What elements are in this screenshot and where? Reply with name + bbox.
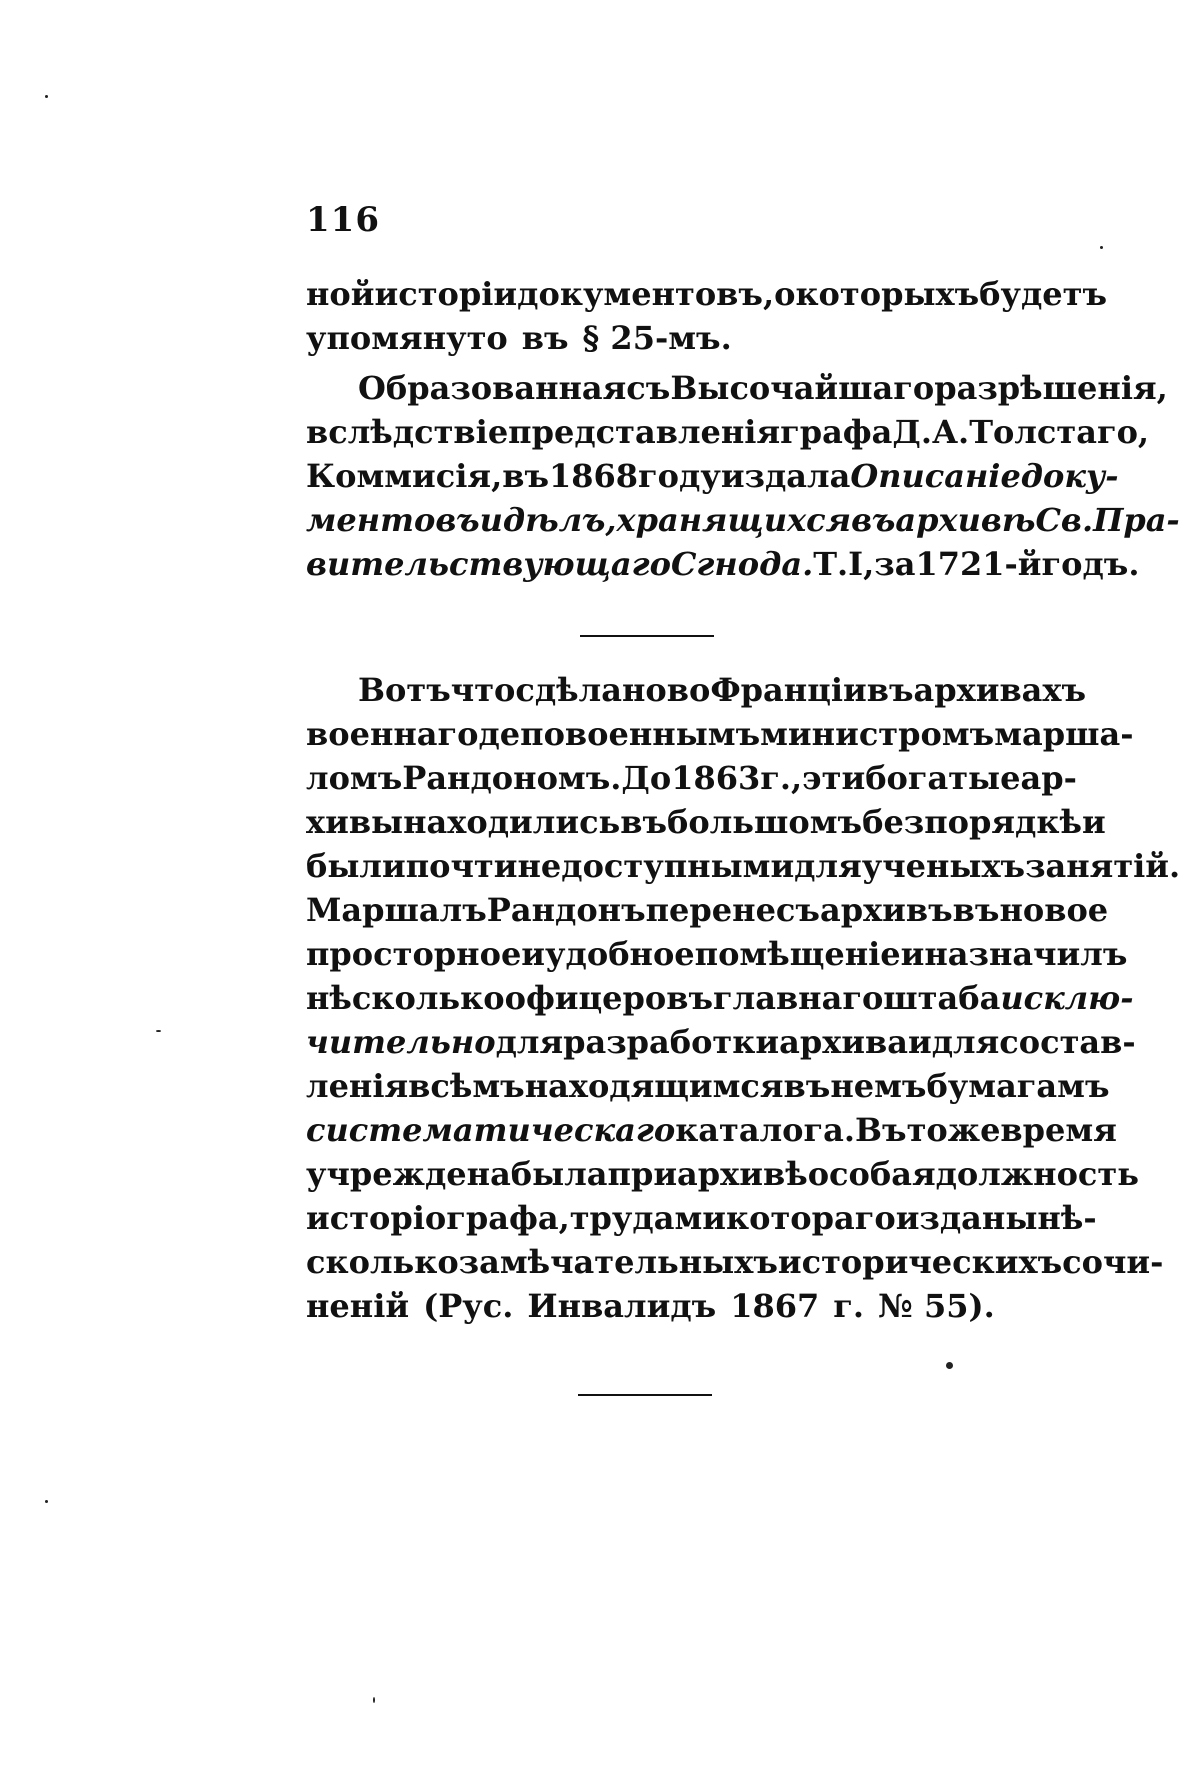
word: назначилъ (924, 935, 1128, 973)
word: каталога. (675, 1111, 855, 1149)
word: Высочайшаго (670, 369, 935, 407)
word: Д. (892, 413, 932, 451)
word: недоступными (517, 847, 795, 885)
text-line (306, 410, 1150, 454)
word: удобное (545, 935, 695, 973)
word: состав- (999, 1023, 1136, 1061)
word: исторіографа, (306, 1199, 570, 1237)
word: Рандономъ. (402, 759, 622, 797)
page-number: 116 (306, 200, 380, 240)
word: время (1000, 1111, 1117, 1149)
word: г. (833, 1287, 865, 1325)
word: главнаго (713, 979, 884, 1017)
word: котораго (726, 1199, 896, 1237)
word-italic: Описаніе (850, 457, 1021, 495)
word: что (450, 671, 516, 709)
word: нѣсколько (306, 979, 505, 1017)
word-italic: въ (851, 501, 896, 539)
word: которыхъ (795, 275, 980, 313)
word: ломъ (306, 759, 403, 797)
word: разрѣшенія, (934, 369, 1168, 407)
word: ар- (1020, 759, 1077, 797)
text-line (306, 498, 1180, 542)
word: всѣмъ (408, 1067, 525, 1105)
word: въ (783, 1067, 831, 1105)
word: документовъ, (517, 275, 775, 313)
text-line (306, 1284, 995, 1328)
word: въ (521, 319, 569, 357)
word-italic: хранящихся (616, 501, 852, 539)
word: для (495, 1023, 564, 1061)
word: военнымъ (564, 715, 761, 753)
word: то (906, 1111, 948, 1149)
word: Рандонъ (486, 891, 646, 929)
word: въ (502, 457, 549, 495)
word: учреждена (306, 1155, 511, 1193)
word: историческихъ (777, 1243, 1063, 1281)
word: должность (935, 1155, 1139, 1193)
word: бумагамъ (926, 1067, 1110, 1105)
word-italic: архивѣ (895, 501, 1036, 539)
word: депо (478, 715, 565, 753)
word: Толстаго, (969, 413, 1150, 451)
word: архивъ (819, 891, 953, 929)
word: Образованная (358, 369, 627, 407)
word: году (638, 457, 721, 495)
word: Франціи (710, 671, 867, 709)
section-divider (580, 635, 714, 637)
word: Въ (854, 1111, 907, 1149)
word: и (907, 1023, 932, 1061)
word: издала (720, 457, 851, 495)
word-italic: доку- (1020, 457, 1119, 495)
word: во (666, 671, 711, 709)
word: просторное (306, 935, 522, 973)
word: графа (780, 413, 893, 451)
word: занятій. (1025, 847, 1180, 885)
text-line (306, 712, 1134, 756)
word: были (306, 847, 406, 885)
word: съ (626, 369, 671, 407)
word: же (947, 1111, 1001, 1149)
word: перенесъ (645, 891, 820, 929)
word: сочи- (1062, 1243, 1164, 1281)
word: 1863 (671, 759, 761, 797)
paragraph-3 (306, 668, 1180, 1328)
speck (45, 95, 48, 98)
word: разработки (563, 1023, 780, 1061)
word: безпорядкѣ (862, 803, 1082, 841)
word: Маршалъ (306, 891, 487, 929)
word: помѣщеніе (694, 935, 901, 973)
word: офицеровъ (504, 979, 714, 1017)
word: при (607, 1155, 678, 1193)
word: въ (952, 891, 1000, 929)
word: штаба (883, 979, 1001, 1017)
word-italic: систематическаго (306, 1111, 676, 1149)
word-italic: ментовъ (306, 501, 480, 539)
word-italic: дѣлъ, (502, 501, 617, 539)
word: 1868 (548, 457, 639, 495)
word: 1721-й (915, 545, 1042, 583)
word: и (1081, 803, 1106, 841)
word: Т. (813, 545, 849, 583)
word: и (521, 935, 546, 973)
word: о (774, 275, 796, 313)
speck (45, 1500, 48, 1503)
text-line (306, 272, 1108, 316)
word: упомянуто (306, 319, 508, 357)
word: замѣчательныхъ (458, 1243, 778, 1281)
word: находились (403, 803, 621, 841)
word: До (621, 759, 672, 797)
word: новое (999, 891, 1109, 929)
word-italic: исклю- (1000, 979, 1134, 1017)
word: Вотъ (358, 671, 451, 709)
text-line (306, 888, 1109, 932)
word: I, (848, 545, 875, 583)
word: А. (931, 413, 970, 451)
word: министромъ (760, 715, 995, 753)
text-line (306, 976, 1134, 1020)
paragraph-1 (306, 272, 1108, 360)
word: военнаго (306, 715, 479, 753)
word: нѣ- (1037, 1199, 1097, 1237)
word: за (874, 545, 916, 583)
speck (156, 1030, 161, 1032)
word: № 55). (878, 1287, 995, 1325)
word: сколько (306, 1243, 459, 1281)
text-line (306, 756, 1077, 800)
text-line (306, 542, 1140, 586)
text-line (306, 668, 1087, 712)
text-line (306, 1196, 1097, 1240)
word: 1867 (730, 1287, 820, 1325)
word: сдѣлано (515, 671, 667, 709)
word: особая (807, 1155, 936, 1193)
speck (1100, 246, 1103, 249)
word: изданы (895, 1199, 1038, 1237)
word: марша- (994, 715, 1134, 753)
word: Коммисія, (306, 457, 503, 495)
text-line (306, 844, 1180, 888)
word: и (900, 935, 925, 973)
word: богатые (865, 759, 1021, 797)
word: большомъ (667, 803, 863, 841)
word: находящимся (524, 1067, 784, 1105)
word: архива (779, 1023, 908, 1061)
text-line (306, 316, 986, 360)
word: была (510, 1155, 608, 1193)
text-line (306, 1152, 1139, 1196)
text-line (306, 1108, 1117, 1152)
word: почти (405, 847, 518, 885)
word-italic: Пра- (1093, 501, 1180, 539)
text-line (306, 932, 1128, 976)
word: представленія (508, 413, 781, 451)
word: годъ. (1041, 545, 1140, 583)
speck (946, 1362, 953, 1369)
word: въ (620, 803, 668, 841)
word: для (794, 847, 862, 885)
word: ученыхъ (861, 847, 1026, 885)
word: ленія (306, 1067, 409, 1105)
text-line (306, 1020, 1136, 1064)
word: Инвалидъ (527, 1287, 717, 1325)
word: хивы (306, 803, 404, 841)
word: (Рус. (423, 1287, 514, 1325)
word-italic: вительствующаго (306, 545, 671, 583)
word: исторіи (374, 275, 518, 313)
paragraph-2 (306, 366, 1180, 586)
word: будетъ (979, 275, 1108, 313)
word: ной (306, 275, 375, 313)
word: въ (866, 671, 914, 709)
word: для (931, 1023, 1000, 1061)
word: архивѣ (677, 1155, 808, 1193)
word: вслѣдствіе (306, 413, 509, 451)
text-line (306, 366, 1168, 410)
word: архивахъ (913, 671, 1087, 709)
word-italic: Св. (1035, 501, 1094, 539)
text-line (306, 1240, 1164, 1284)
word-italic: Сгнода. (670, 545, 814, 583)
word: г., (760, 759, 803, 797)
word: § 25-мъ. (582, 319, 732, 357)
section-divider (578, 1394, 712, 1396)
word-italic: чительно (306, 1023, 496, 1061)
text-line (306, 1064, 1110, 1108)
word-italic: и (479, 501, 503, 539)
word: эти (802, 759, 866, 797)
text-line (306, 800, 1106, 844)
speck (373, 1697, 375, 1703)
text-line (306, 454, 1119, 498)
word: неній (306, 1287, 410, 1325)
word: трудами (569, 1199, 726, 1237)
word: немъ (830, 1067, 927, 1105)
